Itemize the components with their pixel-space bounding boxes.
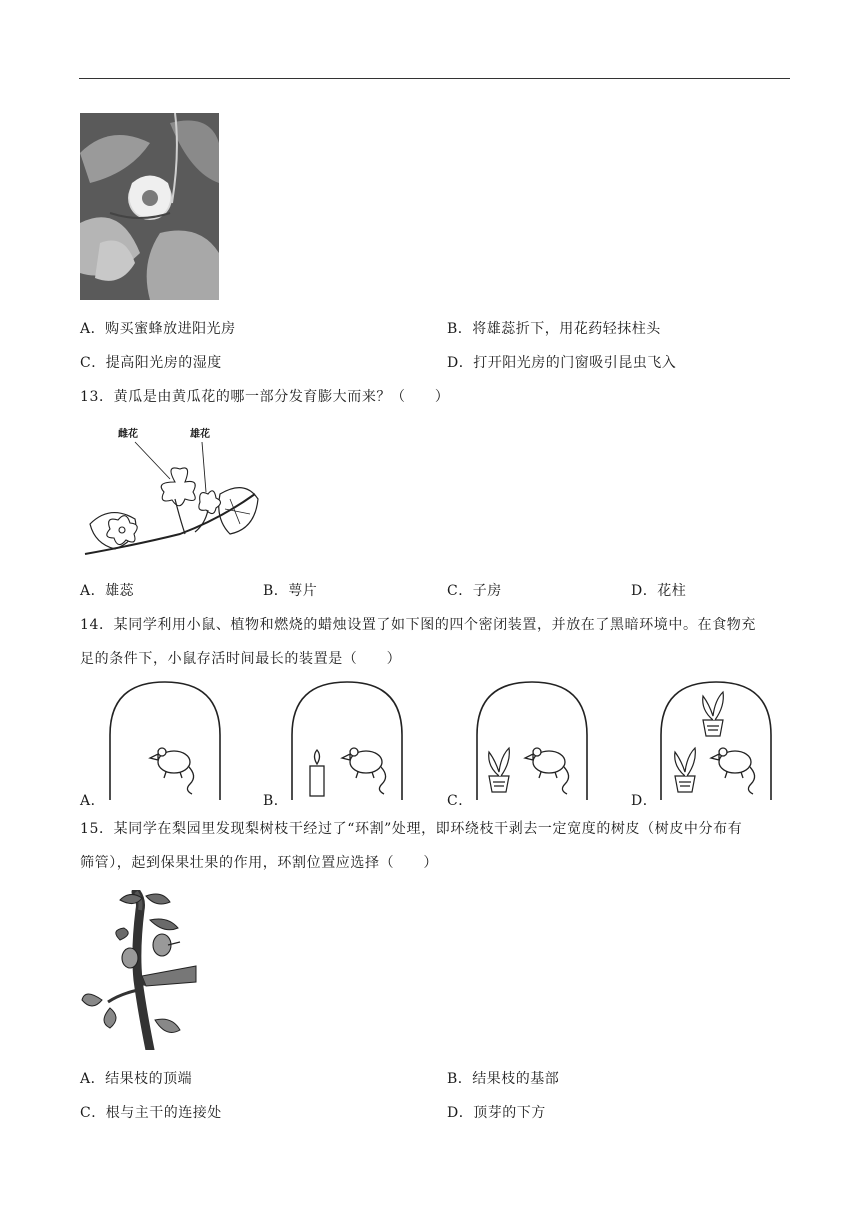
potted-plant-icon	[675, 748, 696, 792]
q13-option-a: A．雄蕊	[80, 583, 135, 599]
q15-option-b: B．结果枝的基部	[447, 1071, 560, 1087]
q12-option-b: B．将雄蕊折下，用花药轻抹柱头	[447, 321, 661, 337]
q12-option-c: C．提高阳光房的湿度	[80, 355, 222, 371]
bell-jar-b	[290, 680, 404, 802]
q13-option-c: C．子房	[447, 583, 502, 599]
q15-option-c: C．根与主干的连接处	[80, 1105, 222, 1121]
mouse-icon	[711, 748, 755, 794]
label-male-flower: 雄花	[190, 429, 210, 440]
cucumber-flower-diagram	[80, 424, 260, 562]
q13-option-d: D．花柱	[631, 583, 687, 599]
header-rule	[79, 78, 790, 79]
q14-option-d: D．	[631, 793, 658, 809]
q14-stem-line1: 14．某同学利用小鼠、植物和燃烧的蜡烛设置了如下图的四个密闭装置，并放在了黑暗环境中。在食物充	[80, 617, 757, 633]
bell-jar-d	[659, 680, 773, 802]
q15-option-d: D．顶芽的下方	[447, 1105, 546, 1121]
bell-jar-a	[108, 680, 222, 802]
q15-option-a: A．结果枝的顶端	[80, 1071, 193, 1087]
candle-icon	[310, 750, 324, 796]
q13-option-b: B．萼片	[263, 583, 318, 599]
q14-stem-line2: 足的条件下，小鼠存活时间最长的装置是（ ）	[80, 651, 402, 667]
q12-option-a: A．购买蜜蜂放进阳光房	[80, 321, 236, 337]
potted-plant-icon	[489, 748, 510, 792]
potted-plant-icon	[703, 692, 724, 736]
pear-branch-figure	[80, 890, 198, 1050]
q14-option-c: C．	[447, 793, 473, 809]
bell-jar-c	[475, 680, 589, 802]
label-female-flower: 雌花	[118, 429, 138, 440]
q13-stem: 13．黄瓜是由黄瓜花的哪一部分发育膨大而来？（ ）	[80, 389, 450, 405]
q15-stem-line1: 15．某同学在梨园里发现梨树枝干经过了“环割”处理，即环绕枝干剥去一定宽度的树皮（树皮中分布有	[80, 821, 743, 837]
mouse-icon	[525, 748, 569, 794]
mouse-icon	[150, 748, 194, 794]
mouse-icon	[342, 748, 386, 794]
ringing-knife-icon	[136, 966, 196, 986]
pumpkin-flower-photo	[80, 113, 219, 300]
q14-option-b: B．	[263, 793, 289, 809]
q15-stem-line2: 筛管），起到保果壮果的作用，环割位置应选择（ ）	[80, 855, 438, 871]
q14-option-a: A．	[80, 793, 106, 809]
q12-option-d: D．打开阳光房的门窗吸引昆虫飞入	[447, 355, 677, 371]
